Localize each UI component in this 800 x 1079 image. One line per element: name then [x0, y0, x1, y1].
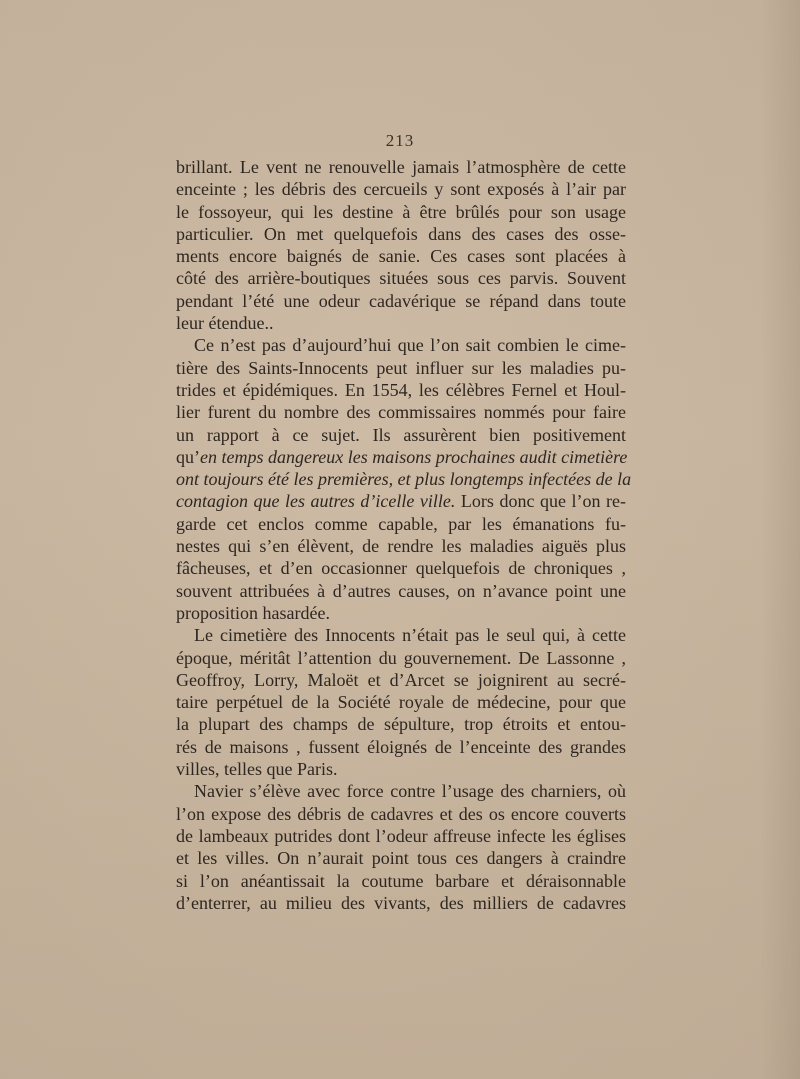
text-segment: brillant. Le vent ne renouvelle jamais l’atmosphère de cette: [176, 157, 626, 177]
text-line: [176, 468, 632, 490]
text-line: [176, 490, 626, 512]
text-segment: fâcheuses, et d’en occasionner quelquefois de chroniques ,: [176, 558, 626, 579]
text-segment: particulier. On met quelquefois dans des cases des osse-: [176, 223, 626, 244]
italic-segment: ont toujours été les premières, et plus longtemps infectées de la: [176, 469, 632, 490]
text-segment: de lambeaux putrides dont l’odeur affreuse infecte les églises: [176, 825, 626, 846]
text-line: [176, 691, 626, 713]
text-line: [176, 401, 626, 423]
body-text: [176, 156, 632, 914]
text-line: [176, 624, 626, 646]
text-segment: nestes qui s’en élèvent, de rendre les maladies aiguës plus: [176, 536, 626, 557]
text-segment: trides et épidémiques. En 1554, les célèbres Fernel et Houl-: [176, 379, 626, 400]
text-segment: Geoffroy, Lorry, Maloët et d’Arcet se joignirent au secré-: [176, 669, 626, 690]
text-line: [176, 535, 626, 557]
text-segment: pendant l’été une odeur cadavérique se répand dans toute: [176, 290, 626, 311]
text-line: [176, 758, 626, 780]
text-segment: lier furent du nombre des commissaires nommés pour faire: [176, 402, 626, 423]
text-segment: tière des Saints-Innocents peut influer sur les maladies pu-: [176, 357, 626, 378]
text-segment: d’enterrer, au milieu des vivants, des milliers de cadavres: [176, 892, 626, 913]
text-segment: un rapport à ce sujet. Ils assurèrent bien positivement: [176, 424, 626, 445]
text-segment: la plupart des champs de sépulture, trop étroits et entou-: [176, 714, 626, 735]
text-line: [176, 156, 626, 178]
text-line: [176, 223, 626, 245]
text-segment: proposition hasardée.: [176, 602, 330, 623]
text-line: [176, 379, 626, 401]
text-segment: souvent attribuées à d’autres causes, on n’avance point une: [176, 580, 626, 601]
text-line: [176, 267, 626, 289]
italic-segment: en temps dangereux les maisons prochaines audit cimetière: [200, 446, 628, 467]
text-segment: époque, méritât l’attention du gouvernement. De Lassonne ,: [176, 647, 626, 668]
text-line: [176, 290, 626, 312]
text-segment: rés de maisons , fussent éloignés de l’enceinte des grandes: [176, 736, 626, 757]
text-line: [176, 602, 626, 624]
text-line: [176, 178, 626, 200]
italic-segment: contagion que les autres d’icelle ville.: [176, 491, 456, 512]
text-segment: Le cimetière des Innocents n’était pas le seul qui, à cette: [194, 625, 626, 646]
text-segment: garde cet enclos comme capable, par les émanations fu-: [176, 513, 626, 534]
text-line: [176, 713, 626, 735]
text-segment: enceinte ; les débris des cercueils y sont exposés à l’air par: [176, 179, 626, 200]
text-segment: Lors donc que l’on re-: [455, 491, 626, 512]
text-line: [176, 803, 626, 825]
text-segment: villes, telles que Paris.: [176, 759, 338, 780]
text-line: [176, 357, 626, 379]
page-edge-shadow: [760, 0, 800, 1079]
text-line: [176, 424, 626, 446]
text-line: [176, 334, 626, 356]
text-segment: leur étendue..: [176, 313, 274, 334]
text-line: [176, 847, 626, 869]
text-line: [176, 647, 626, 669]
text-line: [176, 669, 626, 691]
text-line: [176, 580, 626, 602]
page-number: 213: [385, 131, 415, 150]
text-segment: Ce n’est pas d’aujourd’hui que l’on sait combien le cime-: [194, 335, 626, 356]
text-segment: si l’on anéantissait la coutume barbare et déraisonnable: [176, 870, 626, 891]
text-segment: ments encore baignés de sanie. Ces cases sont placées à: [176, 246, 626, 267]
text-segment: côté des arrière-boutiques situées sous ces parvis. Souvent: [176, 268, 626, 289]
text-line: [176, 825, 626, 847]
text-segment: le fossoyeur, qui les destine à être brûlés pour son usage: [176, 201, 626, 222]
text-line: [176, 780, 626, 802]
text-line: [176, 513, 626, 535]
text-line: [176, 201, 626, 223]
text-line: [176, 446, 626, 468]
text-line: [176, 736, 626, 758]
text-line: [176, 892, 626, 914]
text-line: [176, 870, 626, 892]
text-line: [176, 557, 626, 579]
text-line: [176, 245, 626, 267]
text-segment: Navier s’élève avec force contre l’usage des charniers, où: [194, 781, 626, 802]
text-segment: qu’: [176, 446, 200, 467]
text-segment: taire perpétuel de la Société royale de médecine, pour que: [176, 692, 626, 713]
text-line: [176, 312, 626, 334]
text-segment: l’on expose des débris de cadavres et des os encore couverts: [176, 803, 626, 824]
text-segment: et les villes. On n’aurait point tous ces dangers à craindre: [176, 848, 626, 869]
